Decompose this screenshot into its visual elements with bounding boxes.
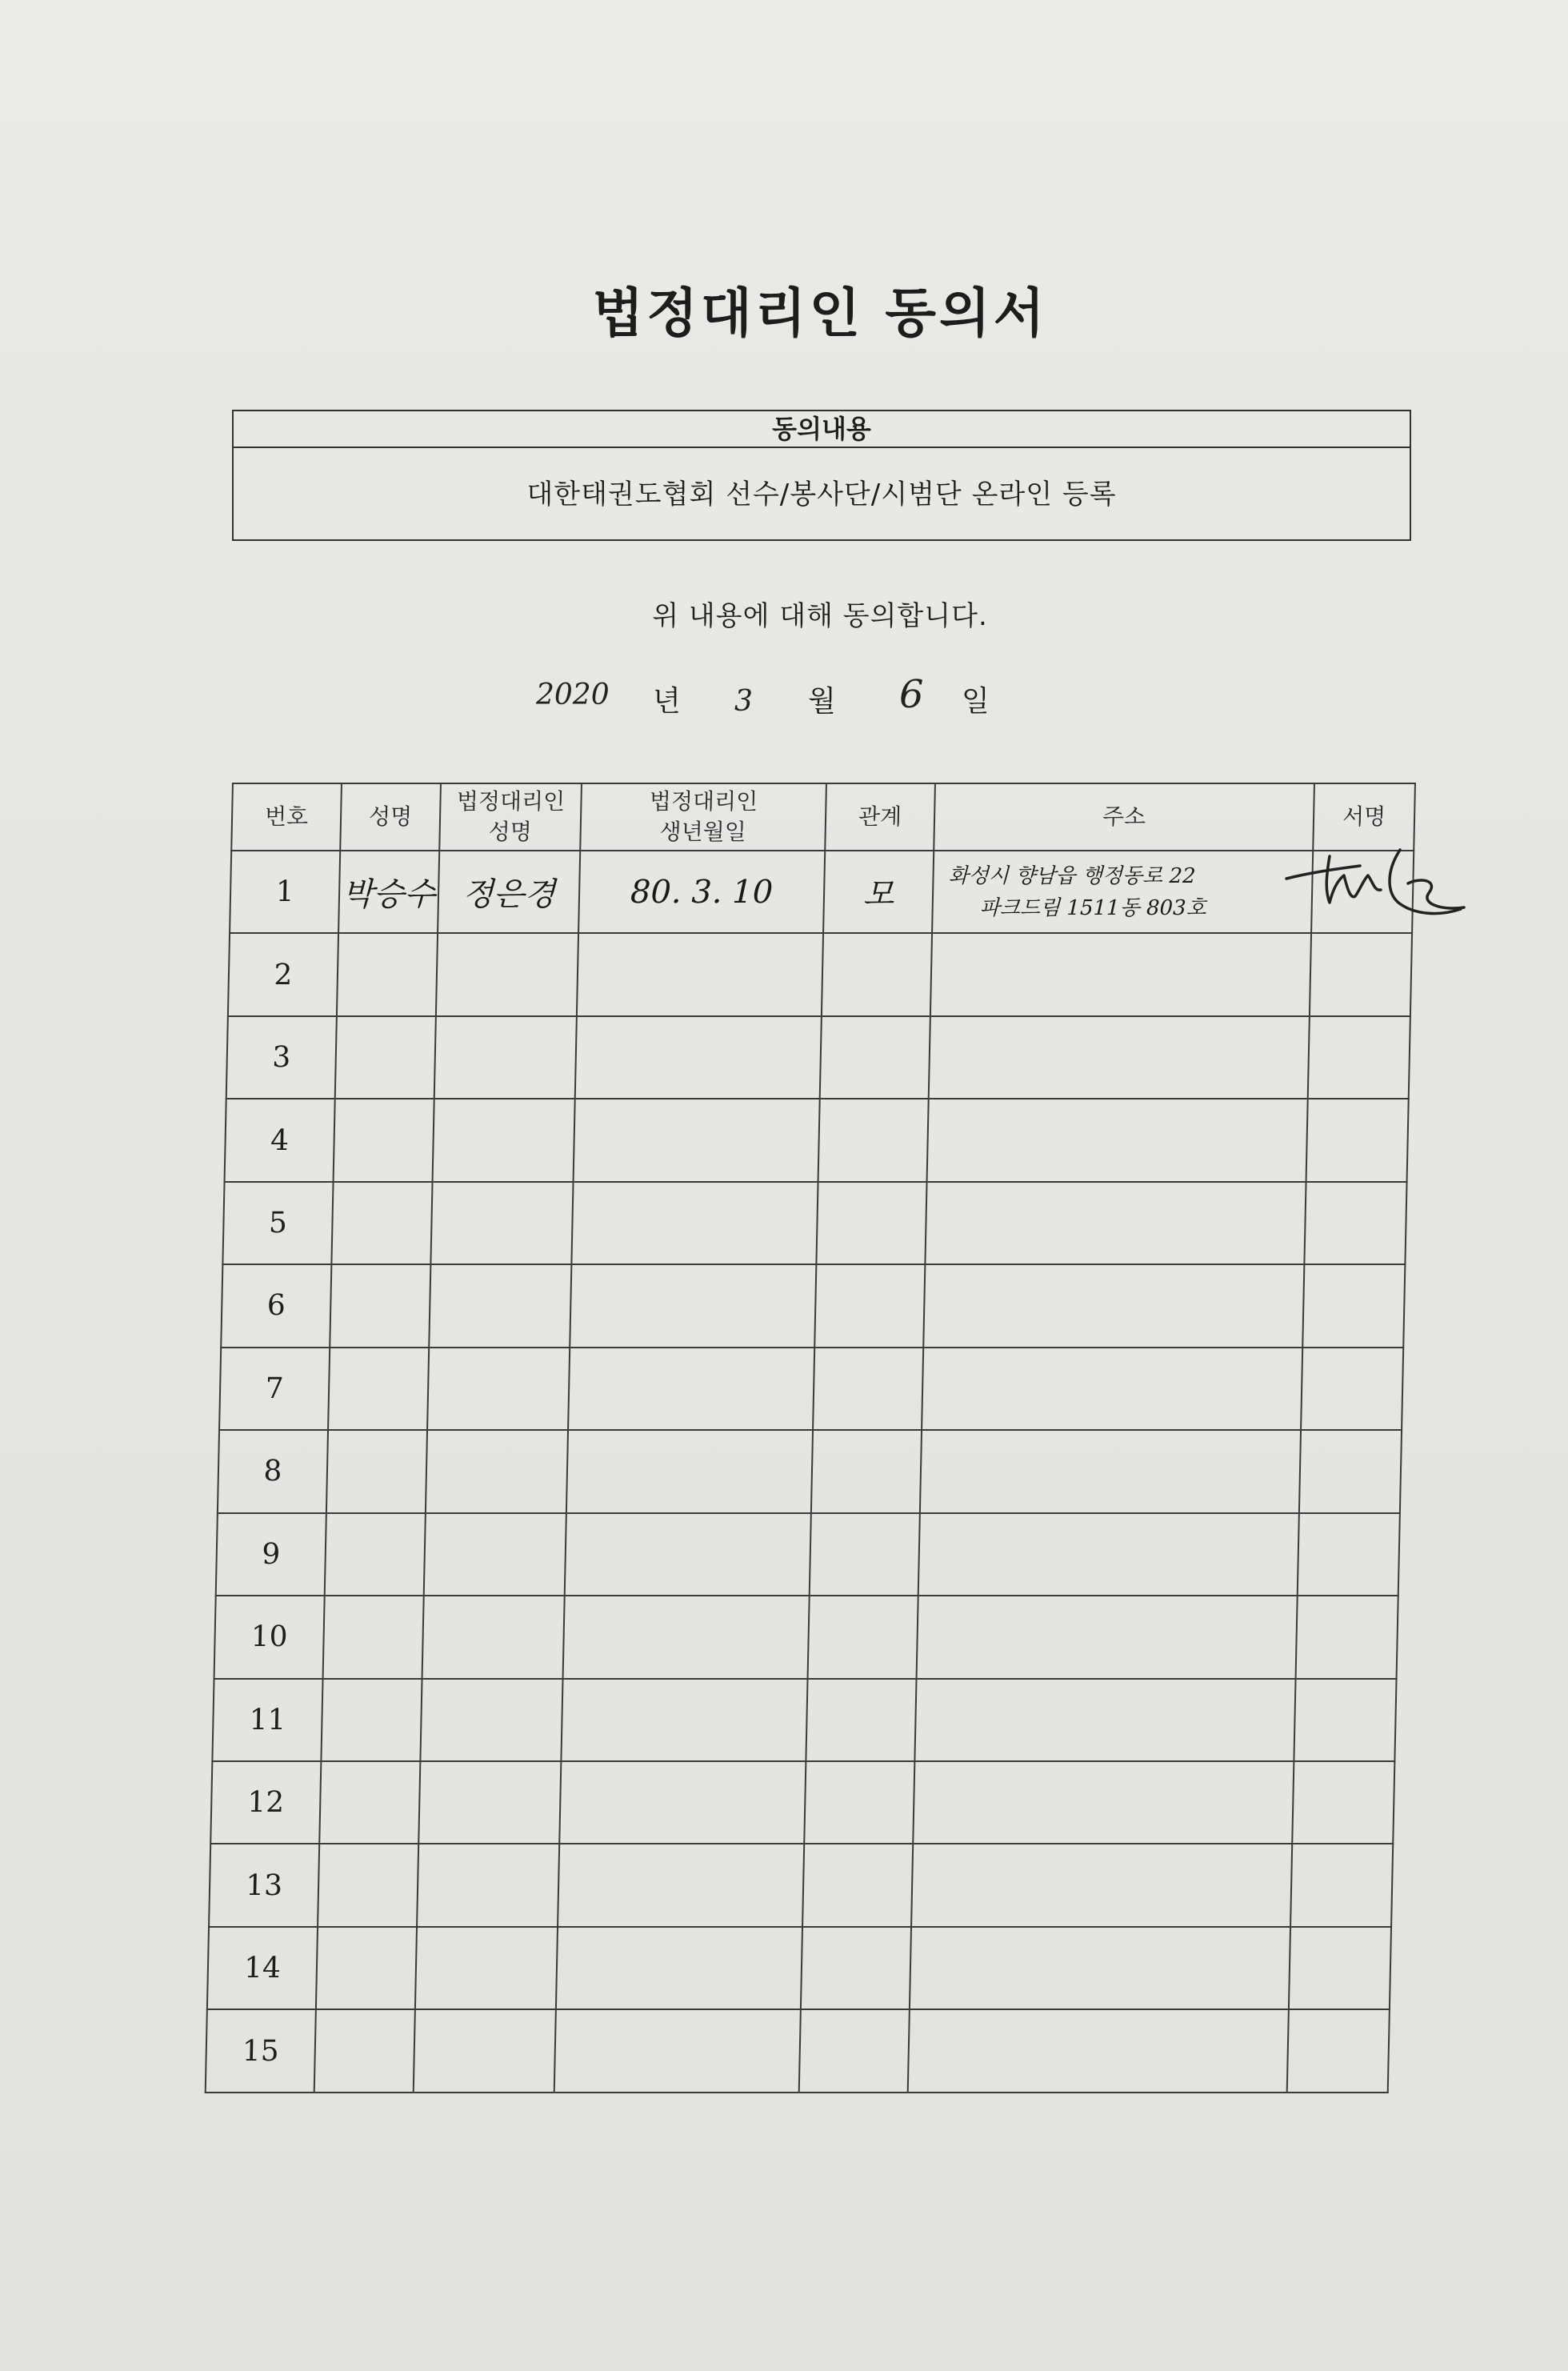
row-no: 5: [222, 1182, 333, 1264]
row-address: [923, 1264, 1304, 1347]
agreement-statement: 위 내용에 대해 동의합니다.: [652, 600, 988, 632]
row-guardian-name: [430, 1182, 573, 1264]
row-address: [918, 1513, 1299, 1596]
row-no: 9: [216, 1513, 326, 1596]
row-relation: [801, 1927, 911, 2009]
row-no: 14: [207, 1927, 318, 2009]
table-row: [230, 851, 1414, 933]
row-address: [910, 1927, 1290, 2009]
table-row: [225, 1099, 1409, 1181]
row-signature: [1289, 1927, 1391, 2009]
row-guardian-name: [422, 1596, 565, 1678]
row-no: 12: [210, 1761, 321, 1844]
row-address: [929, 1016, 1310, 1099]
row-guardian-birth: [577, 933, 823, 1015]
row-guardian-name: [424, 1513, 566, 1596]
row-guardian-birth: [561, 1679, 807, 1761]
row-signature: [1290, 1844, 1393, 1926]
row-no: 11: [212, 1679, 322, 1761]
row-signature: [1306, 1099, 1409, 1181]
guardian-signature: [1280, 840, 1472, 936]
row-address: [908, 2009, 1289, 2092]
row-relation: [820, 1016, 930, 1099]
row-guardian-birth: [575, 1016, 822, 1099]
row-relation: 모: [823, 851, 934, 933]
row-relation: [814, 1264, 925, 1347]
row-guardian-birth: [568, 1348, 814, 1430]
row-guardian-name: [429, 1264, 571, 1347]
row-no: 6: [221, 1264, 331, 1347]
row-no: 4: [225, 1099, 335, 1181]
row-relation: [802, 1844, 913, 1926]
row-name: [334, 1099, 434, 1181]
date-day-label: 일: [962, 685, 990, 718]
row-signature: [1296, 1596, 1398, 1678]
date-month-label: 월: [808, 685, 836, 718]
row-guardian-birth: [563, 1596, 810, 1678]
row-name: [318, 1844, 418, 1926]
table-row: [212, 1679, 1396, 1761]
row-signature: [1304, 1182, 1406, 1264]
table-row: [216, 1513, 1400, 1596]
header-name: 성명: [340, 783, 441, 851]
row-signature: [1302, 1264, 1405, 1347]
header-address: 주소: [934, 783, 1314, 851]
row-name: [337, 933, 438, 1015]
row-name: [319, 1761, 420, 1844]
row-address: [930, 933, 1311, 1015]
row-no: 7: [219, 1348, 330, 1430]
consent-header: 동의내용: [234, 411, 1410, 448]
table-row: [207, 1927, 1391, 2009]
row-guardian-name: [420, 1679, 562, 1761]
header-guardian-birth: 법정대리인 생년월일: [580, 783, 826, 851]
row-guardian-birth: [574, 1099, 820, 1181]
row-signature: [1292, 1761, 1394, 1844]
row-name: [328, 1348, 429, 1430]
row-name: [330, 1264, 430, 1347]
row-guardian-name: [433, 1099, 575, 1181]
row-name: [331, 1182, 432, 1264]
row-address: [913, 1761, 1294, 1844]
row-address: [932, 851, 1313, 933]
page-title: 법정대리인 동의서: [592, 282, 1048, 344]
row-relation: [799, 2009, 910, 2092]
header-no: 번호: [231, 783, 342, 851]
row-relation: [813, 1348, 923, 1430]
row-guardian-name: [436, 933, 578, 1015]
table-row: [219, 1348, 1403, 1430]
row-guardian-birth: [566, 1430, 813, 1512]
row-signature: [1310, 933, 1412, 1015]
date-year-value: 2020: [536, 679, 610, 711]
date-day-value: 6: [899, 672, 924, 717]
row-guardian-name: [415, 1927, 558, 2009]
table-row: [228, 933, 1412, 1015]
header-signature: 서명: [1313, 783, 1415, 851]
row-guardian-name: [434, 1016, 577, 1099]
roster-table: [205, 783, 1416, 2093]
row-guardian-birth: 80. 3. 10: [578, 851, 825, 933]
row-guardian-birth: [570, 1264, 816, 1347]
row-relation: [808, 1596, 918, 1678]
row-no: 2: [228, 933, 338, 1015]
row-guardian-birth: [558, 1844, 804, 1926]
row-address: [922, 1348, 1302, 1430]
row-signature: [1308, 1016, 1410, 1099]
table-row: [209, 1844, 1393, 1926]
row-no: 10: [214, 1596, 325, 1678]
row-relation: [806, 1679, 916, 1761]
table-row: [210, 1761, 1394, 1844]
row-signature: [1294, 1679, 1396, 1761]
row-name: [316, 1927, 417, 2009]
row-name: [323, 1596, 424, 1678]
row-relation: [810, 1513, 920, 1596]
consent-box: [232, 410, 1411, 541]
row-signature: [1299, 1430, 1402, 1512]
row-guardian-birth: [556, 1927, 802, 2009]
row-no: 3: [226, 1016, 337, 1099]
row-relation: [811, 1430, 922, 1512]
row-signature: [1298, 1513, 1400, 1596]
row-guardian-birth: [554, 2009, 801, 2092]
row-address: [914, 1679, 1295, 1761]
row-address: [920, 1430, 1301, 1512]
header-guardian-name: 법정대리인 성명: [439, 783, 582, 851]
table-row: [221, 1264, 1405, 1347]
row-relation: [804, 1761, 914, 1844]
row-address: [917, 1596, 1298, 1678]
table-row: [222, 1182, 1406, 1264]
row-guardian-birth: [559, 1761, 806, 1844]
row-name: [335, 1016, 436, 1099]
table-row: [214, 1596, 1398, 1678]
row-relation: [822, 933, 932, 1015]
row-name: 박승수: [338, 851, 439, 933]
row-guardian-name: [414, 2009, 556, 2092]
table-row: [218, 1430, 1402, 1512]
row-guardian-name: [426, 1430, 568, 1512]
row-no: 8: [218, 1430, 328, 1512]
row-address: [911, 1844, 1292, 1926]
row-name: [321, 1679, 422, 1761]
table-row: [206, 2009, 1390, 2092]
row-address: [925, 1182, 1306, 1264]
row-no: 15: [206, 2009, 316, 2092]
date-year-label: 년: [653, 685, 681, 718]
row-guardian-birth: [571, 1182, 818, 1264]
date-year: [536, 679, 610, 711]
row-address: [927, 1099, 1308, 1181]
address-line-1: 화성시 향남읍 행정동로 22: [948, 863, 1196, 888]
row-no: 13: [209, 1844, 319, 1926]
consent-text: 대한태권도협회 선수/봉사단/시범단 온라인 등록: [526, 479, 1117, 511]
table-header-row: [231, 783, 1415, 851]
row-no: 1: [230, 851, 340, 933]
row-relation: [818, 1099, 929, 1181]
row-name: [326, 1430, 427, 1512]
row-signature: [1301, 1348, 1403, 1430]
row-name: [314, 2009, 415, 2092]
row-guardian-birth: [565, 1513, 811, 1596]
address-line-2: 파크드림 1511동 803호: [979, 895, 1207, 920]
row-guardian-name: 정은경: [438, 851, 580, 933]
row-guardian-name: [427, 1348, 570, 1430]
row-guardian-name: [417, 1844, 559, 1926]
row-name: [325, 1513, 426, 1596]
roster-body: [206, 851, 1414, 2093]
table-row: [226, 1016, 1410, 1099]
row-relation: [816, 1182, 926, 1264]
row-signature: [1287, 2009, 1390, 2092]
header-relation: 관계: [825, 783, 935, 851]
date-month-value: 3: [734, 685, 753, 718]
row-guardian-name: [418, 1761, 561, 1844]
